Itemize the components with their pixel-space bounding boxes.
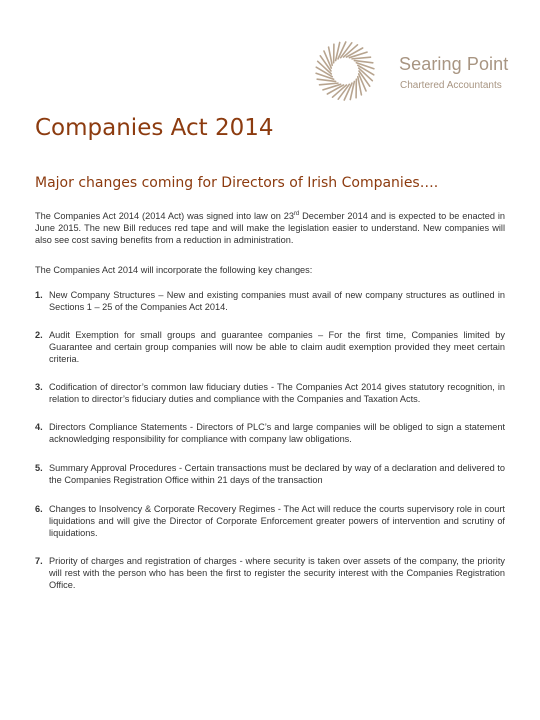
list-item [35, 462, 505, 486]
item-number: 4. [35, 422, 43, 432]
item-number: 7. [35, 556, 43, 566]
lead-paragraph: The Companies Act 2014 will incorporate the following key changes: [35, 265, 313, 275]
key-changes-list [35, 289, 505, 591]
logo-mark-icon [313, 40, 393, 102]
page-title: Companies Act 2014 [35, 115, 274, 141]
item-number: 5. [35, 463, 43, 473]
list-item [35, 555, 505, 591]
item-text: Summary Approval Procedures - Certain transactions must be declared by way of a declaration and delivered to the Companies Registration Office within 21 days of the transaction [49, 463, 505, 485]
item-number: 2. [35, 330, 43, 340]
list-item [35, 503, 505, 539]
list-item [35, 381, 505, 405]
intro-text-start: The Companies Act 2014 (2014 Act) was signed into law on 23 [35, 211, 294, 222]
item-number: 3. [35, 382, 43, 392]
page-subtitle: Major changes coming for Directors of Irish Companies…. [35, 175, 439, 191]
list-item [35, 289, 505, 313]
logo-name: Searing Point [399, 54, 509, 74]
item-number: 1. [35, 290, 43, 300]
logo-subtitle: Chartered Accountants [400, 80, 502, 91]
item-text: Audit Exemption for small groups and guarantee companies – For the first time, Companies limited by Guarantee and certain group companies will now be able to claim audit exemption provided they meet certain criteria. [49, 330, 505, 364]
intro-paragraph [35, 208, 505, 246]
item-number: 6. [35, 504, 43, 514]
logo-ray [323, 84, 341, 90]
searing-point-logo [313, 40, 513, 102]
logo-ray [352, 57, 370, 59]
list-item [35, 329, 505, 365]
logo-ray [320, 83, 338, 85]
item-text: Changes to Insolvency & Corporate Recovery Regimes - The Act will reduce the courts supervisory role in court liquidations and will give the Director of Corporate Enforcement greater powers of intervention and scrutiny of liquidations. [49, 504, 505, 538]
item-text: New Company Structures – New and existing companies must avail of new company structures as outlined in Sections 1 – 25 of the Companies Act 2014. [49, 290, 505, 312]
item-text: Codification of director’s common law fiduciary duties - The Companies Act 2014 gives statutory recognition, in relation to director’s fiduciary duties and compliance with the Companies and Taxation Acts. [49, 382, 505, 404]
list-item [35, 421, 505, 445]
item-text: Priority of charges and registration of charges - where security is taken over assets of the company, the priority will rest with the person who has been the first to register the security interest with the Companies Registration Office. [49, 556, 505, 590]
logo-ray [349, 52, 367, 58]
intro-superscript: rd [293, 211, 300, 217]
intro-text-end: December 2014 and is expected to be enacted in June 2015. The new Bill reduces red tape and will make the legislation easier to understand. New companies will also see cost saving benefits from a reduction in administration. [35, 211, 505, 246]
item-text: Directors Compliance Statements - Directors of PLC’s and large companies will be obliged to sign a statement acknowledging responsibility for compliance with company law obligations. [49, 422, 505, 444]
